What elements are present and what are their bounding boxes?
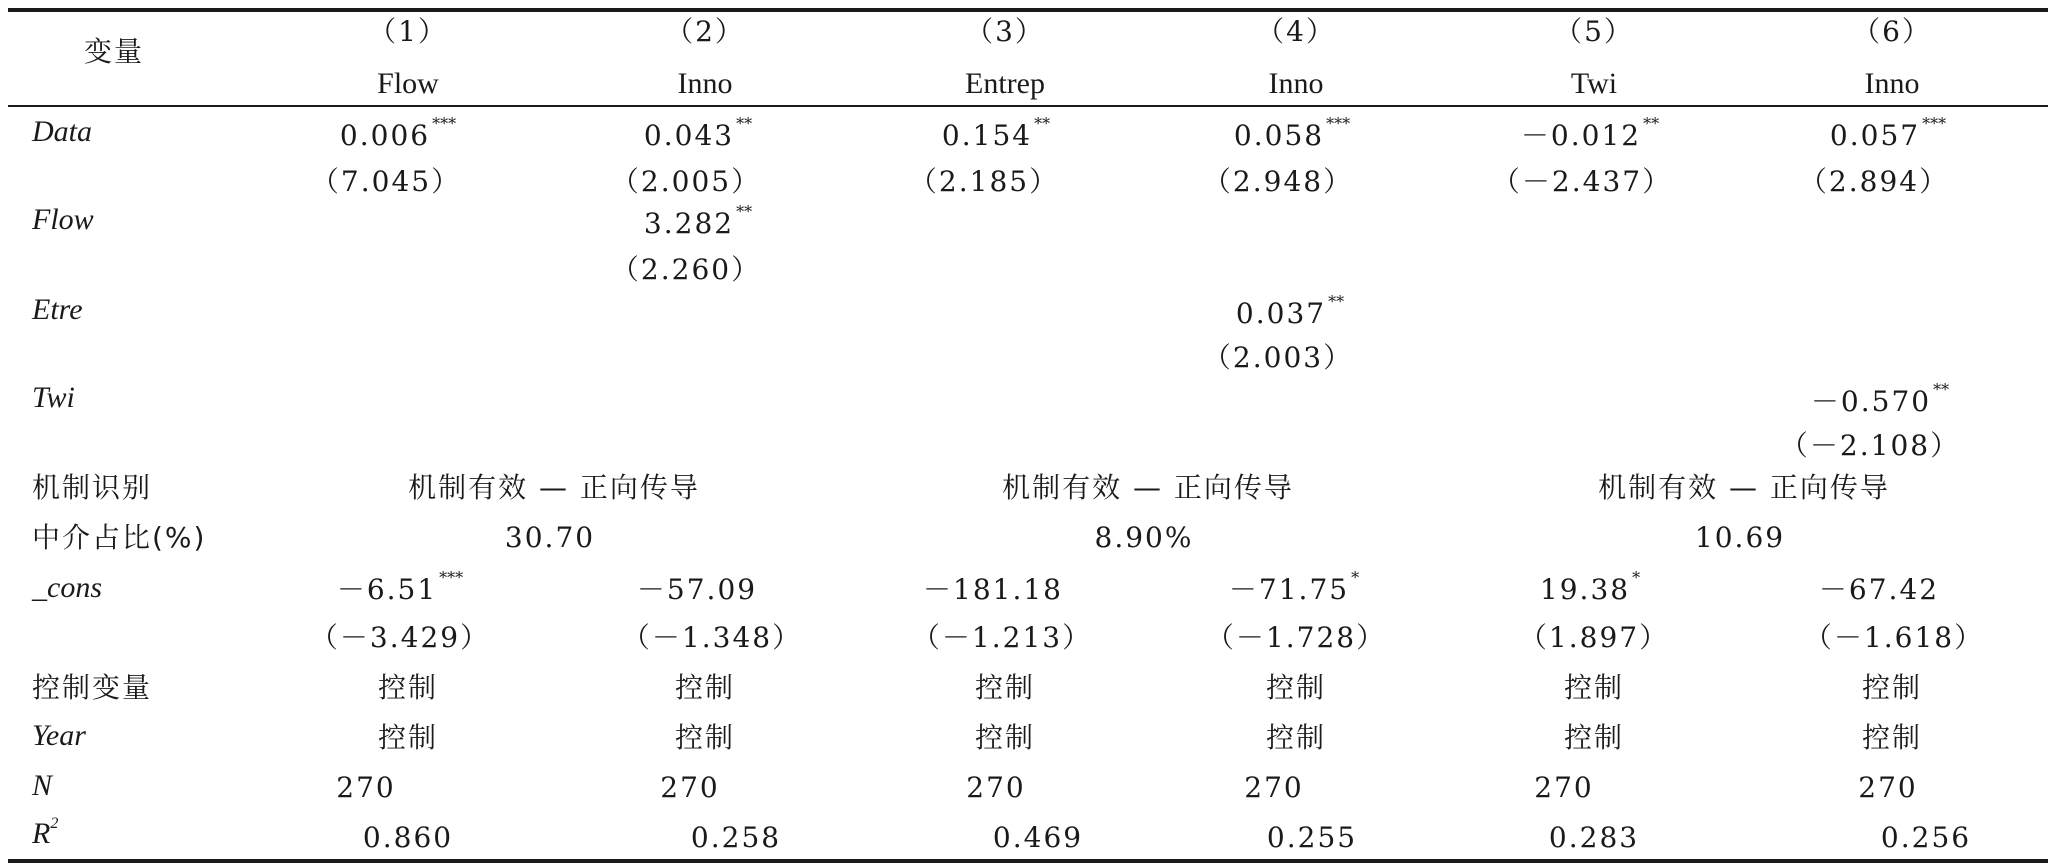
data-coef-2: 0.043 ** [643,114,753,152]
row-label-r2: $R^2$ [32,815,59,850]
data-t-6: （2.894） [1798,165,1950,198]
cons-t-4: （－1.728） [1205,621,1387,654]
row-label-cons: _cons [32,571,102,604]
data-t-3: （2.185） [908,165,1060,198]
data-coef-6: 0.057 *** [1829,114,1947,152]
data-t-5: （－2.437） [1491,165,1673,198]
col-3-name: Entrep [965,67,1045,100]
col-2-name: Inno [677,67,733,100]
col-5-number: （5） [1554,15,1634,48]
controls-5: 控制 [1563,671,1625,704]
n-2: 270 [660,771,720,804]
r2-2: 0.258 [690,821,782,854]
data-coef-1: 0.006 *** [339,114,457,152]
etre-coef-4: 0.037 ** [1235,292,1345,330]
year-2: 控制 [674,721,736,754]
controls-2: 控制 [674,671,736,704]
col-2-number: （2） [665,15,745,48]
r2-4: 0.255 [1266,821,1358,854]
header-bottom-rule [8,105,2048,107]
cons-coef-2: －57.09 [636,573,758,606]
row-label-year: Year [32,719,86,752]
col-4-name: Inno [1268,67,1324,100]
n-4: 270 [1244,771,1304,804]
mechanism-2: 机制有效 — 正向传导 [1002,471,1294,504]
col-6-number: （6） [1852,15,1932,48]
table-bottom-rule [8,859,2048,863]
cons-coef-4: －71.75 * [1228,568,1360,606]
data-coef-5: －0.012 ** [1520,114,1660,152]
table-top-rule [8,8,2048,12]
data-t-1: （7.045） [310,165,462,198]
cons-coef-1: －6.51 *** [336,568,464,606]
year-5: 控制 [1563,721,1625,754]
twi-t-6: （－2.108） [1779,429,1961,462]
variable-header: 变量 [83,35,145,68]
mediation-3: 10.69 [1694,521,1786,554]
data-coef-3: 0.154 ** [941,114,1051,152]
row-label-mediation: 中介占比(%) [32,521,207,554]
r2-1: 0.860 [362,821,454,854]
controls-6: 控制 [1861,671,1923,704]
year-4: 控制 [1265,721,1327,754]
mechanism-3: 机制有效 — 正向传导 [1598,471,1890,504]
controls-1: 控制 [377,671,439,704]
col-1-name: Flow [377,67,439,100]
cons-coef-3: －181.18 [923,573,1063,606]
row-label-data: Data [32,115,92,148]
year-3: 控制 [974,721,1036,754]
r2-6: 0.256 [1880,821,1972,854]
col-1-number: （1） [368,15,448,48]
n-3: 270 [966,771,1026,804]
flow-coef-2: 3.282 ** [643,202,753,240]
cons-t-5: （1.897） [1518,621,1670,654]
cons-coef-5: 19.38 * [1539,568,1641,606]
flow-t-2: （2.260） [610,253,762,286]
n-1: 270 [336,771,396,804]
cons-coef-6: －67.42 [1818,573,1940,606]
mediation-2: 8.90% [1094,521,1194,554]
n-5: 270 [1534,771,1594,804]
r2-3: 0.469 [992,821,1084,854]
data-t-4: （2.948） [1202,165,1354,198]
row-label-n: N [32,769,53,802]
cons-t-3: （－1.213） [911,621,1093,654]
col-3-number: （3） [965,15,1045,48]
etre-t-4: （2.003） [1202,341,1354,374]
row-label-controls: 控制变量 [32,671,153,704]
cons-t-6: （－1.618） [1803,621,1985,654]
row-label-flow: Flow [32,203,94,236]
cons-t-2: （－1.348） [621,621,803,654]
col-6-name: Inno [1864,67,1920,100]
data-coef-4: 0.058 *** [1233,114,1351,152]
mechanism-1: 机制有效 — 正向传导 [408,471,700,504]
year-6: 控制 [1861,721,1923,754]
controls-3: 控制 [974,671,1036,704]
col-5-name: Twi [1570,67,1618,100]
r2-5: 0.283 [1548,821,1640,854]
n-6: 270 [1858,771,1918,804]
controls-4: 控制 [1265,671,1327,704]
row-label-twi: Twi [32,381,75,414]
row-label-mechanism: 机制识别 [32,471,153,504]
mediation-1: 30.70 [504,521,596,554]
twi-coef-6: －0.570 ** [1810,380,1950,418]
year-1: 控制 [377,721,439,754]
regression-table [8,8,2048,862]
data-t-2: （2.005） [610,165,762,198]
row-label-etre: Etre [32,293,83,326]
cons-t-1: （－3.429） [309,621,491,654]
col-4-number: （4） [1256,15,1336,48]
